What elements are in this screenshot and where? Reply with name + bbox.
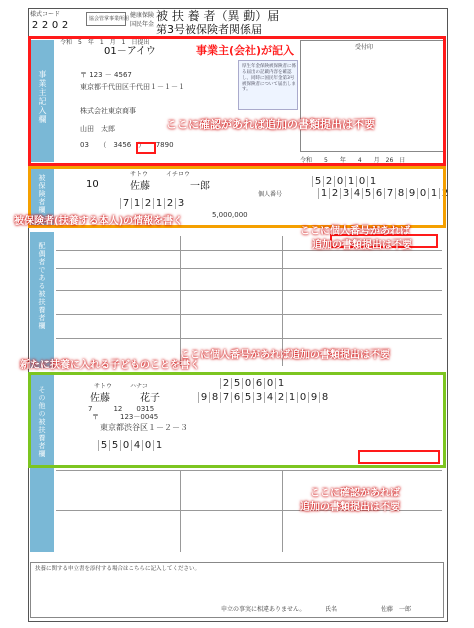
remarks-box: 扶養に関する申立書を添付する場合はこちらに記入してください。 申立の事実に相違ありません。 氏名 佐藤 一郎 — [30, 562, 444, 618]
dependent-personal-no: 9 8 7 6 5 3 4 2 1 0 9 8 — [198, 392, 330, 403]
phone-number: 03 （ 3456 ） 7890 — [80, 141, 174, 149]
insured-furigana: サトウ イチロウ — [130, 171, 191, 178]
dependent-birth: 7 12 0315 — [88, 405, 155, 413]
submit-date: 令和 5 年 1 月 1 日提出 — [60, 39, 150, 46]
sidebar-insured: 被保険者欄 — [30, 168, 54, 228]
dependent-address: 東京都渋谷区１－２－３ — [100, 423, 188, 432]
owner-name: 山田 太郎 — [80, 125, 115, 133]
annotation-confirm-bottom-a: ここに確認があれば — [310, 488, 400, 499]
insured-number: 10 — [86, 179, 99, 190]
dependent-basic-no: 2 5 0 6 0 1 — [220, 378, 286, 389]
dependent-code-digits: 5 5 0 4 0 1 — [98, 440, 164, 451]
confirm-check-box-top — [136, 142, 156, 154]
insured-name: 佐藤 一郎 — [130, 181, 210, 192]
annotation-employer: 事業主(会社)が記入 — [196, 44, 295, 57]
postal-code: 〒 123 － 4567 — [80, 71, 132, 79]
insured-income: 5,000,000 — [212, 211, 248, 219]
company-name: 株式会社東京商事 — [80, 107, 136, 115]
insured-basic-no: 5 2 0 1 0 1 — [312, 176, 378, 187]
annotation-personal-no-a: ここに個人番号があれば — [300, 226, 410, 237]
annotation-insured: 被保険者(扶養する本人)の情報を書く — [14, 216, 184, 227]
sidebar-employer: 事業主記入欄 — [30, 40, 54, 162]
insured-birth: 7 1 2 1 2 3 — [120, 198, 186, 209]
dependent-name: 佐藤 花子 — [90, 393, 160, 404]
divider — [56, 290, 442, 291]
company-address: 東京都千代田区千代田１－１－１ — [80, 83, 185, 91]
personal-no-label: 個人番号 — [258, 191, 283, 198]
divider — [180, 470, 181, 552]
notice-box: 厚生年金保険被保険者に係る届出の記載内容を確認し、同時に国民年金第3号被保険者について届出します。 — [238, 60, 298, 110]
divider — [56, 470, 442, 471]
divider — [56, 338, 442, 339]
divider — [282, 470, 283, 552]
form-code-label: 様式コード — [30, 11, 61, 18]
office-type-box: 協会管掌事業所用 — [86, 12, 126, 26]
annotation-personal-no-b: 追加の書類提出は不要 — [312, 240, 412, 251]
annotation-confirm-bottom-b: 追加の書類提出は不要 — [300, 502, 400, 513]
divider — [56, 314, 442, 315]
page-title: 被 扶 養 者（異 動）届 — [156, 9, 280, 23]
annotation-personal-no-mid: ここに個人番号があれば追加の書類提出は不要 — [180, 350, 390, 361]
form-code-digits: 2 2 0 2 — [31, 20, 69, 31]
annotation-new-dependent: 新たに扶養に入れる子どものことを書く — [20, 360, 200, 371]
kokunen-label: 国民年金 — [130, 21, 155, 28]
sidebar-dependent: その他の被扶養者欄 — [30, 372, 54, 552]
kenpo-label: 健康保険 — [130, 12, 155, 19]
office-code: 01－アイウ — [104, 46, 156, 57]
insured-personal-no: 1 2 3 4 5 6 7 8 9 0 1 2 — [318, 188, 450, 199]
sidebar-spouse: 配偶者である被扶養者欄 — [30, 232, 54, 368]
dependent-postal: 〒 123－0045 — [92, 413, 159, 421]
annotation-confirm-top: ここに確認があれば追加の書類提出は不要 — [166, 118, 375, 131]
receipt-stamp-box: 受付印 — [300, 40, 444, 152]
divider — [56, 268, 442, 269]
page-subtitle: 第3号被保険者関係届 — [156, 23, 262, 36]
confirm-check-box-bottom — [358, 450, 440, 464]
received-date: 令和 5 年 4 月 26 日 — [300, 157, 406, 164]
dependent-furigana: サトウ ハナコ — [94, 383, 148, 390]
